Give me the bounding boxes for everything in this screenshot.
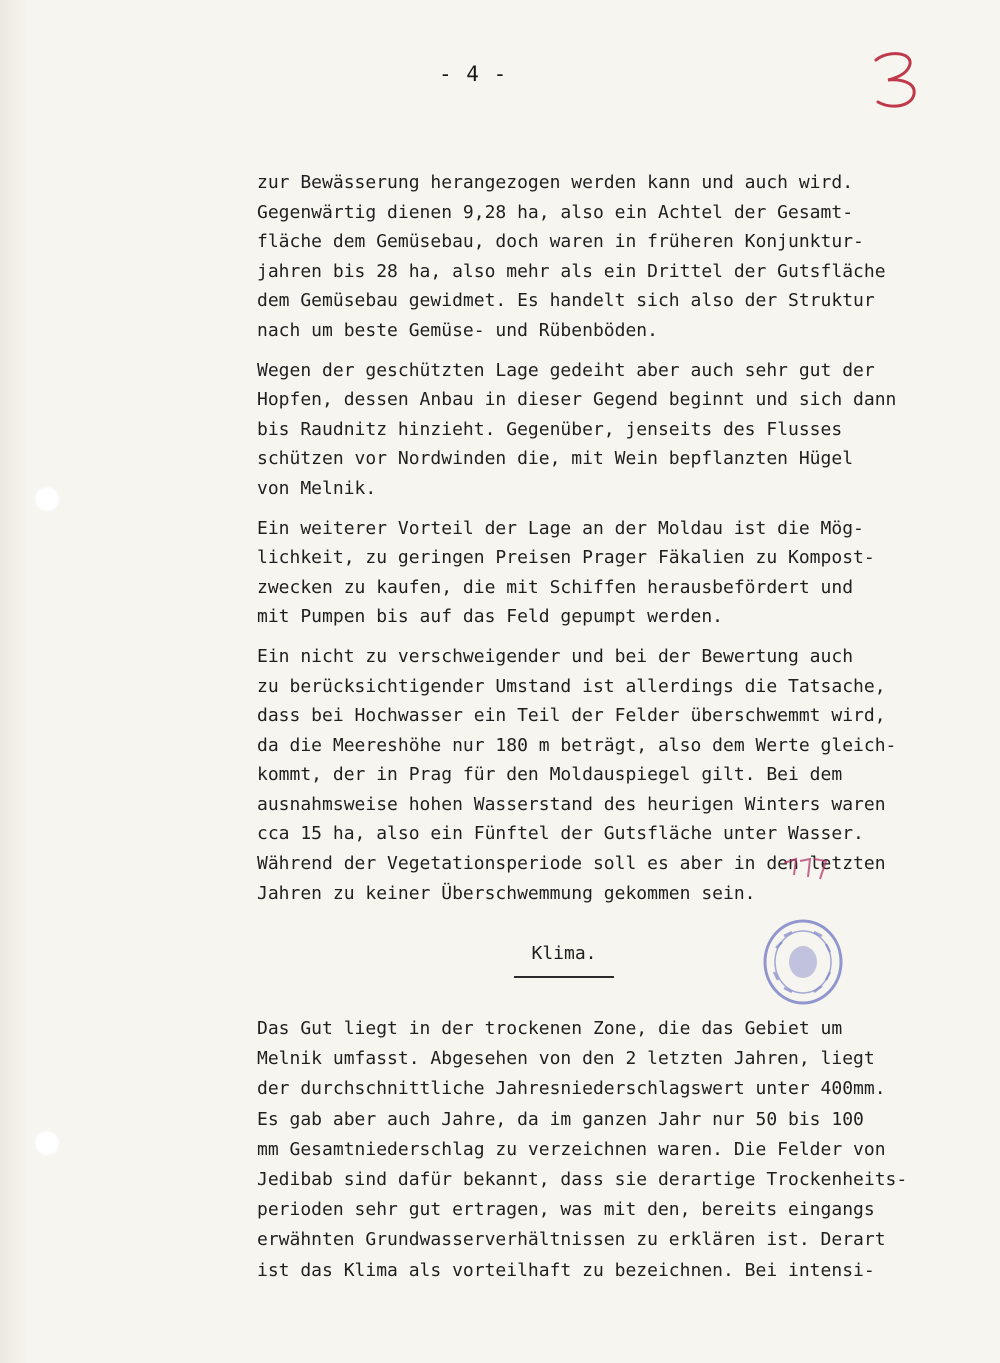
text-line: Ein nicht zu verschweigender und bei der Bewertung auch: [257, 645, 854, 667]
text-line: nach um beste Gemüse- und Rübenböden.: [257, 319, 658, 341]
text-line: Melnik umfasst. Abgesehen von den 2 letzten Jahren, liegt: [257, 1048, 875, 1070]
text-line: mm Gesamtniederschlag zu verzeichnen waren. Die Felder von: [257, 1138, 886, 1160]
punch-hole-top: [34, 486, 60, 512]
text-line: Wegen der geschützten Lage gedeiht aber auch sehr gut der: [257, 359, 875, 381]
punch-hole-bottom: [34, 1130, 60, 1156]
text-line: Während der Vegetationsperiode soll es aber in den letzten: [257, 853, 886, 875]
text-line: erwähnten Grundwasserverhältnissen zu erklären ist. Derart: [257, 1229, 886, 1251]
text-line: ist das Klima als vorteilhaft zu bezeichnen. Bei intensi-: [257, 1259, 875, 1281]
paragraph-4: [257, 642, 977, 908]
text-line: Es gab aber auch Jahre, da im ganzen Jahr nur 50 bis 100: [257, 1108, 864, 1130]
page-edge-shadow: [0, 0, 28, 1363]
page-number: - 4 -: [439, 62, 508, 86]
section-2-body: [257, 1014, 977, 1286]
stamp-mark-icon: [780, 853, 830, 883]
text-line: lichkeit, zu geringen Preisen Prager Fäkalien zu Kompost-: [257, 547, 875, 569]
text-line: perioden sehr gut ertragen, was mit den, bereits eingangs: [257, 1199, 875, 1221]
text-line: jahren bis 28 ha, also mehr als ein Drittel der Gutsfläche: [257, 260, 886, 282]
paragraph-2: [257, 356, 977, 504]
text-line: Gegenwärtig dienen 9,28 ha, also ein Achtel der Gesamt-: [257, 201, 854, 223]
text-line: ausnahmsweise hohen Wasserstand des heurigen Winters waren: [257, 793, 886, 815]
text-line: dass bei Hochwasser ein Teil der Felder überschwemmt wird,: [257, 705, 886, 727]
text-line: Das Gut liegt in der trockenen Zone, die das Gebiet um: [257, 1018, 843, 1039]
text-line: dem Gemüsebau gewidmet. Es handelt sich also der Struktur: [257, 290, 875, 312]
text-line: zur Bewässerung herangezogen werden kann und auch wird.: [257, 172, 854, 193]
section-heading-klima: Klima.: [531, 943, 597, 964]
paragraph-1: [257, 168, 977, 346]
text-line: fläche dem Gemüsebau, doch waren in früheren Konjunktur-: [257, 231, 864, 253]
text-line: mit Pumpen bis auf das Feld gepumpt werden.: [257, 606, 723, 628]
text-line: bis Raudnitz hinzieht. Gegenüber, jenseits des Flusses: [257, 418, 843, 440]
text-line: da die Meereshöhe nur 180 m beträgt, also dem Werte gleich-: [257, 734, 897, 756]
text-line: zwecken zu kaufen, die mit Schiffen herausbefördert und: [257, 576, 854, 598]
text-line: Jedibab sind dafür bekannt, dass sie derartige Trockenheits-: [257, 1169, 908, 1191]
text-line: Ein weiterer Vorteil der Lage an der Moldau ist die Mög-: [257, 517, 864, 539]
text-line: schützen vor Nordwinden die, mit Wein bepflanzten Hügel: [257, 448, 854, 470]
circular-rubber-stamp-icon: [762, 918, 844, 1006]
folio-number-handwritten: [870, 48, 922, 114]
text-line: der durchschnittliche Jahresniederschlagswert unter 400mm.: [257, 1078, 886, 1100]
text-line: von Melnik.: [257, 477, 377, 499]
text-line: kommt, der in Prag für den Moldauspiegel gilt. Bei dem: [257, 764, 843, 786]
section-1-body: [257, 168, 977, 918]
text-line: zu berücksichtigender Umstand ist allerdings die Tatsache,: [257, 675, 886, 697]
text-line: Jahren zu keiner Überschwemmung gekommen sein.: [257, 882, 756, 904]
heading-underline: [514, 976, 614, 978]
text-line: cca 15 ha, also ein Fünftel der Gutsfläche unter Wasser.: [257, 823, 864, 845]
paragraph-3: [257, 514, 977, 632]
text-line: Hopfen, dessen Anbau in dieser Gegend beginnt und sich dann: [257, 389, 897, 411]
